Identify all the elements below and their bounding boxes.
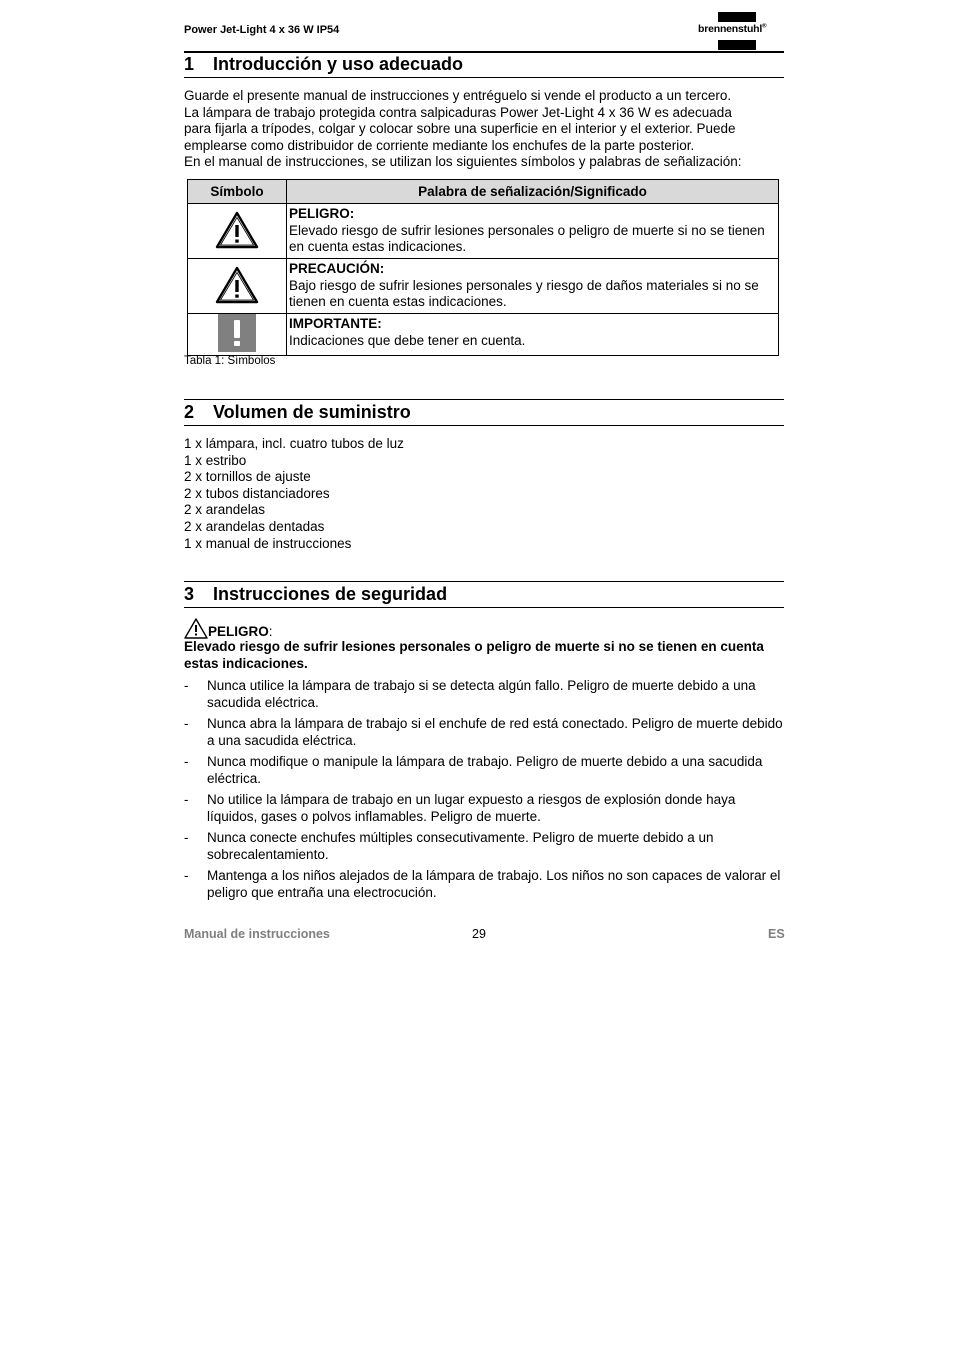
list-item: - Nunca modifique o manipule la lámpara de trabajo. Peligro de muerte debido a una sacudida eléctrica. [184,754,763,786]
list-item: - Mantenga a los niños alejados de la lámpara de trabajo. Los niños no son capaces de valorar el peligro que entraña una electrocución. [184,868,781,900]
list-item: 2 x arandelas dentadas [184,518,325,534]
warning-triangle-icon [215,211,259,249]
section-heading-1: 1 Introducción y uso adecuado [184,51,784,78]
safety-list [184,677,784,905]
list-item: 2 x tornillos de ajuste [184,469,311,485]
page-number: 29 [472,927,486,941]
col-header-symbol: Símbolo [188,180,287,204]
language-code: ES [768,927,785,941]
table-row [188,204,779,259]
symbols-table [187,179,779,356]
col-header-meaning: Palabra de señalización/Significado [287,180,779,204]
list-item: 1 x estribo [184,452,247,468]
danger-word: PELIGRO [208,624,269,639]
logo-bar-bottom [718,40,756,50]
list-item: - Nunca abra la lámpara de trabajo si el enchufe de red está conectado. Peligro de muerte debido a una sacudida eléctrica. [184,716,783,748]
page-header [184,24,784,53]
list-item: 1 x lámpara, incl. cuatro tubos de luz [184,436,404,451]
signal-word-important: IMPORTANTE: [289,316,382,331]
list-item: - Nunca utilice la lámpara de trabajo si se detecta algún fallo. Peligro de muerte debido a una sacudida eléctrica. [184,678,756,710]
signal-word-caution: PRECAUCIÓN: [289,261,385,276]
warning-triangle-icon [215,266,259,304]
signal-word-danger: PELIGRO: [289,206,355,221]
delivery-list [184,436,404,552]
product-title: Power Jet-Light 4 x 36 W IP54 [184,24,340,36]
list-item: 2 x arandelas [184,502,266,518]
footer-manual-label: Manual de instrucciones [184,927,330,941]
signal-meaning: Bajo riesgo de sufrir lesiones personales y riesgo de daños materiales si no se tienen en cuenta estas indicaciones. [289,277,759,309]
table-row [188,259,779,314]
danger-heading: PELIGRO: [184,618,273,639]
brand-logo [698,12,784,50]
signal-meaning: Elevado riesgo de sufrir lesiones personales o peligro de muerte si no se tienen en cuenta estas indicaciones. [289,222,765,254]
logo-wordmark: brennenstuhl® [698,23,767,35]
logo-bar-top [718,12,756,22]
table-row [188,314,779,356]
list-item: 1 x manual de instrucciones [184,535,352,551]
danger-description: Elevado riesgo de sufrir lesiones personales o peligro de muerte si no se tienen en cuenta estas indicaciones. [184,639,764,671]
list-item: - Nunca conecte enchufes múltiples consecutivamente. Peligro de muerte debido a un sobrecalentamiento. [184,830,714,862]
section-heading-2: 2 Volumen de suministro [184,399,784,426]
table-caption: Tabla 1: Símbolos [184,355,276,367]
list-item: 2 x tubos distanciadores [184,485,330,501]
intro-paragraph: Guarde el presente manual de instrucciones y entréguelo si vende el producto a un tercero. La lámpara de trabajo protegida contra salpicaduras Power Jet-Light 4 x 36 W es adecuada para fijarla a trípodes, colgar y colocar sobre una superficie en el interior y el exterior. Puede emplearse como distribuidor de corriente mediante los enchufes de la parte posterior. En el manual de instrucciones, se utilizan los siguientes símbolos y palabras de señalización: [184,88,742,170]
section-heading-3: 3 Instrucciones de seguridad [184,581,784,608]
exclamation-box-icon [218,314,256,352]
signal-meaning: Indicaciones que debe tener en cuenta. [289,332,526,348]
warning-triangle-icon [184,618,208,639]
list-item: - No utilice la lámpara de trabajo en un lugar expuesto a riesgos de explosión donde haya líquidos, gases o polvos inflamables. Peligro de muerte. [184,792,736,824]
